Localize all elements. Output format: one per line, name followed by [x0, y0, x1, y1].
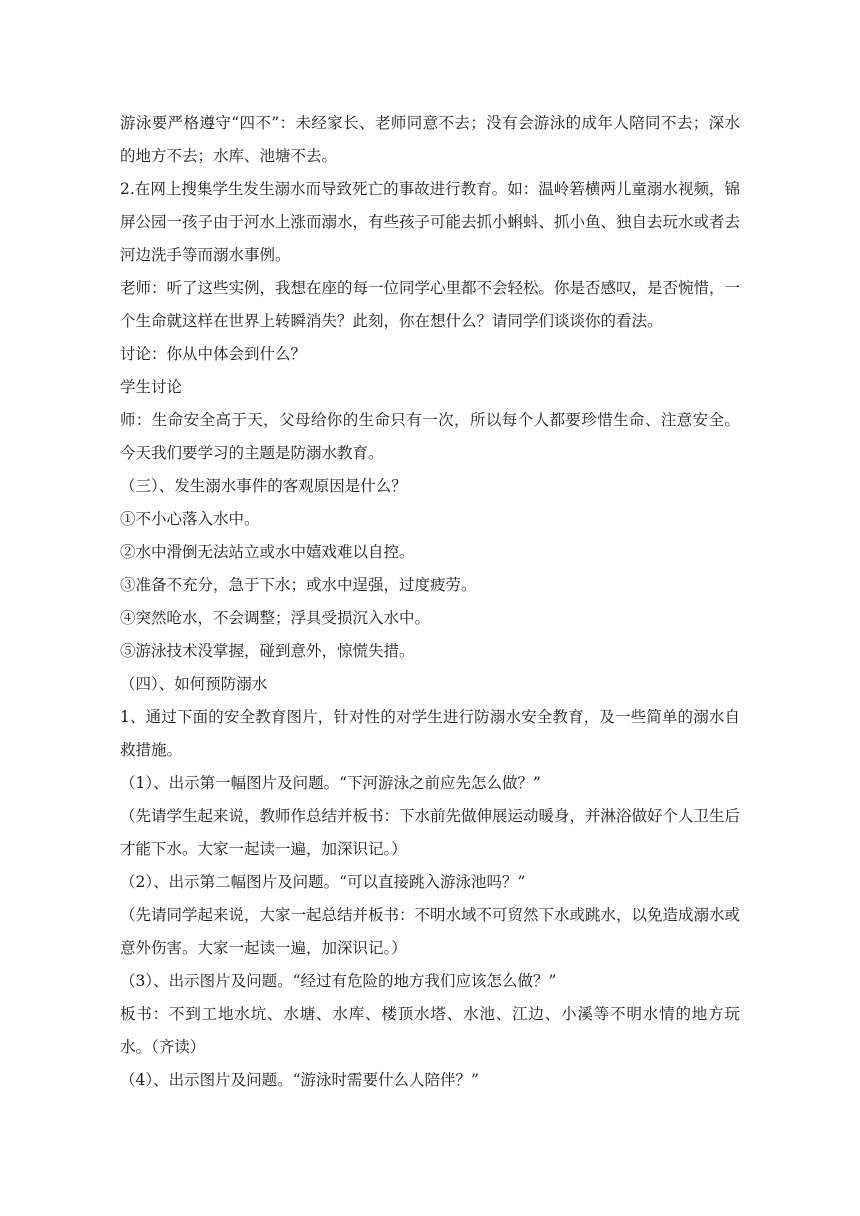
cause-item-1: ①不小心落入水中。	[120, 510, 260, 528]
cause-item-2: ②水中滑倒无法站立或水中嬉戏难以自控。	[120, 543, 415, 561]
section-heading-causes: （三）、发生溺水事件的客观原因是什么？	[120, 477, 407, 495]
paragraph-student-discussion: 学生讨论	[120, 378, 183, 396]
cause-item-5: ⑤游泳技术没掌握，碰到意外，惊慌失措。	[120, 642, 415, 660]
section-heading-prevention: （四）、如何预防溺水	[120, 675, 268, 693]
step-1-summary: （先请学生起来说，教师作总结并板书：下水前先做伸展运动暖身，并淋浴做好个人卫生后才能下水。大家一起读一遍，加深识记。）	[120, 807, 741, 858]
paragraph-online-cases: 2.在网上搜集学生发生溺水而导致死亡的事故进行教育。如：温岭箬横两儿童溺水视频，锦屏公园一孩子由于河水上涨而溺水，有些孩子可能去抓小蝌蚪、抓小鱼、独自去玩水或者去河边洗手等而溺水事例。	[120, 180, 741, 264]
step-3-board-note: 板书：不到工地水坑、水塘、水库、楼顶水塔、水池、江边、小溪等不明水情的地方玩水。（齐读）	[120, 1005, 740, 1056]
cause-item-4: ④突然呛水，不会调整；浮具受损沉入水中。	[120, 609, 431, 627]
step-2-question: （2）、出示第二幅图片及问题。“可以直接跳入游泳池吗？”	[120, 873, 526, 891]
paragraph-four-rules: 游泳要严格遵守“四不”：未经家长、老师同意不去；没有会游泳的成年人陪同不去；深水的地方不去；水库、池塘不去。	[120, 114, 740, 165]
paragraph-teacher-question: 老师：听了这些实例，我想在座的每一位同学心里都不会轻松。你是否感叹，是否惋惜，一个生命就这样在世界上转瞬消失？此刻，你在想什么？请同学们谈谈你的看法。	[120, 279, 741, 330]
step-4-question: （4）、出示图片及问题。“游泳时需要什么人陪伴？”	[120, 1071, 479, 1089]
paragraph-theme-intro: 师：生命安全高于天，父母给你的生命只有一次，所以每个人都要珍惜生命、注意安全。 今天我们要学习的主题是防溺水教育。	[120, 411, 740, 462]
document-body	[120, 107, 740, 1097]
paragraph-discussion-prompt: 讨论：你从中体会到什么？	[120, 345, 307, 363]
step-2-summary: （先请同学起来说，大家一起总结并板书：不明水域不可贸然下水或跳水，以免造成溺水或意外伤害。大家一起读一遍，加深识记。）	[120, 906, 741, 957]
cause-item-3: ③准备不充分，急于下水；或水中逞强，过度疲劳。	[120, 576, 477, 594]
step-1-question: （1）、出示第一幅图片及问题。“下河游泳之前应先怎么做？”	[120, 774, 541, 792]
paragraph-safety-pictures: 1、通过下面的安全教育图片，针对性的对学生进行防溺水安全教育，及一些简单的溺水自救措施。	[120, 708, 740, 759]
step-3-question: （3）、出示图片及问题。“经过有危险的地方我们应该怎么做？”	[120, 972, 557, 990]
